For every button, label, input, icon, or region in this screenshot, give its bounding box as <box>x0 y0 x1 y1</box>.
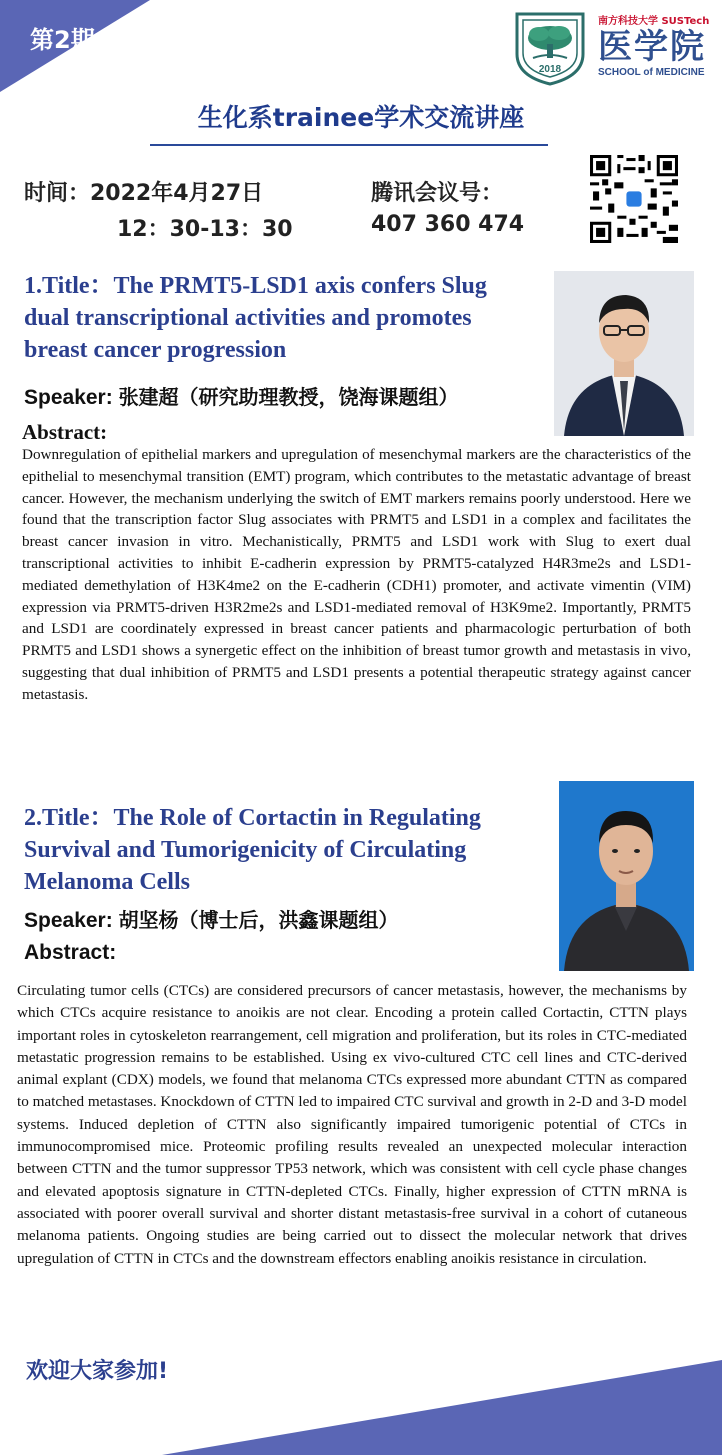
qr-code-icon[interactable] <box>590 155 678 243</box>
page-title: 生化系trainee学术交流讲座 <box>197 103 525 132</box>
talk1-title-line: breast cancer progression <box>24 337 287 363</box>
logo-year: 2018 <box>538 64 562 75</box>
talk2-abstract: Circulating tumor cells (CTCs) are considered precursors of cancer metastasis, however, the mechanisms by which CTCs acquire resistance to anoikis are not clear. Encoding a protein called Cortactin, CTTN plays important roles in cytoskeleton rearrangement, cell migration and proliferation, but its roles in CTC-mediated metastatic progression remains to be established. Using ex vivo-cultured CTC cell lines and CTC-derived animal explant (CDX) models, we found that melanoma CTCs expressed more abundant CTTN as compared to matched metastases. Knockdown of CTTN led to impaired CTC survival and growth in 2-D and 3-D model systems. Induced depletion of CTTN also significantly impaired tumorigenic potential of CTCs in immunocompromised mice. Proteomic profiling results revealed an unexpected molecular interaction between CTTN and the tumor suppressor TP53 network, which was consistent with cell cycle phase changes and elevated apoptosis signature in CTTN-depleted CTCs. Finally, higher expression of CTTN mRNA is associated with poorer overall survival and shorter distant metastasis-free survival in a cohort of cutaneous melanoma patients. Ongoing studies are being carried out to dissect the molecular network that drives upregulation of CTTN in CTCs and the downstream effectors enabling anoikis resistance in circulation. <box>17 982 687 1267</box>
title-underline <box>150 144 548 146</box>
school-shield-logo-icon <box>513 10 587 86</box>
talk2-speaker <box>24 904 399 933</box>
issue-number: 第2期 <box>30 26 95 54</box>
talk1-title-line: 1.Title：The PRMT5-LSD1 axis confers Slug <box>24 273 487 299</box>
meeting-label: 腾讯会议号： <box>371 181 504 206</box>
time-label: 时间：2022年4月27日 <box>24 181 264 206</box>
school-name-cn: 医学院 <box>598 27 706 67</box>
school-logo-text <box>598 12 714 78</box>
school-name-en: SCHOOL of MEDICINE <box>598 67 705 78</box>
speaker-label: Speaker: <box>24 386 113 409</box>
speaker1-photo <box>554 271 694 436</box>
talk2-title-line: Melanoma Cells <box>24 869 190 895</box>
university-name: 南方科技大学 SUSTech <box>598 16 710 27</box>
meeting-number: 407 360 474 <box>371 212 525 237</box>
talk1-title <box>24 270 487 366</box>
speaker2-photo <box>559 781 694 971</box>
welcome-message: 欢迎大家参加! <box>26 1359 169 1384</box>
speaker1-portrait-icon <box>554 271 694 436</box>
talk1-abstract-label: Abstract: <box>22 420 108 444</box>
talk2-title <box>24 802 481 898</box>
speaker2-portrait-icon <box>559 781 694 971</box>
talk1-abstract: Downregulation of epithelial markers and upregulation of mesenchymal markers are the characteristics of the epithelial to mesenchymal transition (EMT) program, which contributes to the metastatic advantage of breast cancer. However, the mechanism underlying the switch of EMT markers remains poorly understood. Here we found that the transcription factor Slug associates with PRMT5 and LSD1 in a complex and facilitates the breast cancer invasion in vitro. Mechanistically, PRMT5 and LSD1 work with Slug to exert dual transcriptional activities to inhibit E-cadherin expression by PRMT5-catalyzed H4R3me2s and LSD1-mediated demethylation of H3K4me2 on the E-cadherin (CDH1) promoter, and activate vimentin (VIM) expression via PRMT5-driven H3R2me2s and LSD1-mediated removal of H3K9me2. Importantly, PRMT5 and LSD1 are coordinately expressed in breast cancer patients and pharmacologic perturbation of both PRMT5 and LSD1 shows a synergetic effect on the inhibition of breast tumor growth and metastasis in vivo, suggesting that dual inhibition of PRMT5 and LSD1 presents a potential therapeutic strategy against cancer metastasis. <box>22 446 691 703</box>
talk1-speaker <box>24 381 459 410</box>
talk2-title-line: Survival and Tumorigenicity of Circulating <box>24 837 467 863</box>
talk2-title-line: 2.Title：The Role of Cortactin in Regulating <box>24 805 481 831</box>
footer-corner-decoration <box>162 1360 722 1455</box>
speaker-name: 胡坚杨（博士后，洪鑫课题组） <box>118 908 399 932</box>
speaker-label: Speaker: <box>24 909 113 932</box>
speaker-name: 张建超（研究助理教授，饶海课题组） <box>118 385 459 409</box>
talk1-title-line: dual transcriptional activities and promotes <box>24 305 472 331</box>
time-hours: 12：30-13：30 <box>117 217 293 242</box>
talk2-abstract-label: Abstract: <box>24 941 117 964</box>
